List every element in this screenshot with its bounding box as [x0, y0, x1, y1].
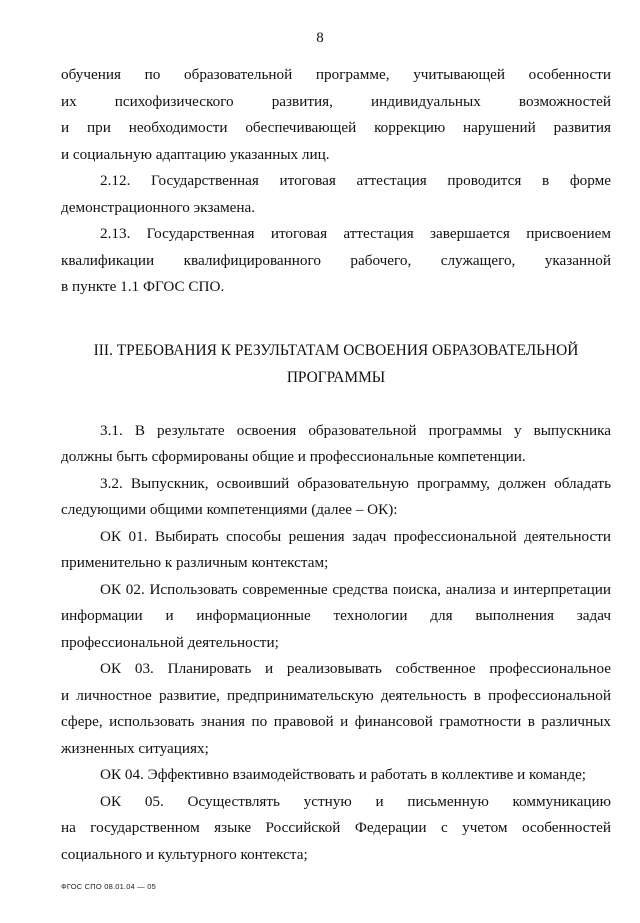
text-line: 2.12. Государственная итоговая аттестация проводится в форме	[100, 172, 611, 189]
text-line: в пункте 1.1 ФГОС СПО.	[61, 278, 225, 295]
section-heading	[61, 337, 611, 391]
competency-ok-02	[61, 577, 611, 657]
paragraph-continuation	[61, 62, 611, 168]
paragraph-3-2	[61, 471, 611, 524]
text-line: социального и культурного контекста;	[61, 845, 308, 863]
document-footer: ФГОС СПО 08.01.04 — 05	[61, 882, 157, 891]
text-line: ОК 04. Эффективно взаимодействовать и работать в коллективе и команде;	[100, 766, 587, 783]
text-line: 2.13. Государственная итоговая аттестация завершается присвоением	[100, 225, 611, 242]
text-line: и личностное развитие, предпринимательскую деятельность в профессиональной	[61, 686, 611, 704]
text-line: жизненных ситуациях;	[61, 739, 209, 757]
paragraph-3-1	[61, 418, 611, 471]
text-line: их психофизического развития, индивидуальных возможностей	[61, 92, 611, 110]
text-line: ОК 01. Выбирать способы решения задач профессиональной деятельности	[100, 527, 611, 545]
section-heading-line: ПРОГРАММЫ	[286, 368, 386, 386]
text-line: 3.2. Выпускник, освоивший образовательную программу, должен обладать	[100, 474, 611, 492]
text-line: ОК 03. Планировать и реализовывать собственное профессиональное	[100, 660, 611, 677]
text-line: квалификации квалифицированного рабочего, служащего, указанной	[61, 251, 611, 269]
text-line: должны быть сформированы общие и профессиональные компетенции.	[61, 448, 526, 465]
paragraph-2-12	[61, 168, 611, 221]
competency-ok-05	[61, 789, 611, 869]
text-line: и социальную адаптацию указанных лиц.	[61, 145, 330, 163]
text-line: на государственном языке Российской Федерации с учетом особенностей	[61, 819, 611, 836]
text-line: сфере, использовать знания по правовой и финансовой грамотности в различных	[61, 713, 611, 730]
paragraph-2-13	[61, 221, 611, 301]
text-line: профессиональной деятельности;	[61, 633, 279, 651]
document-body	[61, 62, 611, 868]
page-number: 8	[316, 30, 324, 46]
competency-ok-01	[61, 524, 611, 577]
text-line: информации и информационные технологии для выполнения задач	[61, 607, 611, 624]
text-line: 3.1. В результате освоения образовательной программы у выпускника	[100, 421, 611, 439]
text-line: демонстрационного экзамена.	[61, 198, 256, 216]
section-heading-line: III. ТРЕБОВАНИЯ К РЕЗУЛЬТАТАМ ОСВОЕНИЯ ОБРАЗОВАТЕЛЬНОЙ	[93, 341, 579, 359]
text-line: ОК 02. Использовать современные средства поиска, анализа и интерпретации	[100, 580, 611, 598]
text-line: обучения по образовательной программе, учитывающей особенности	[61, 66, 611, 83]
competency-ok-03	[61, 656, 611, 762]
text-line: и при необходимости обеспечивающей коррекцию нарушений развития	[61, 119, 611, 136]
text-line: следующими общими компетенциями (далее – ОК):	[61, 501, 398, 518]
text-line: ОК 05. Осуществлять устную и письменную коммуникацию	[100, 792, 611, 810]
text-line: применительно к различным контекстам;	[61, 554, 329, 571]
competency-ok-04	[61, 762, 611, 789]
